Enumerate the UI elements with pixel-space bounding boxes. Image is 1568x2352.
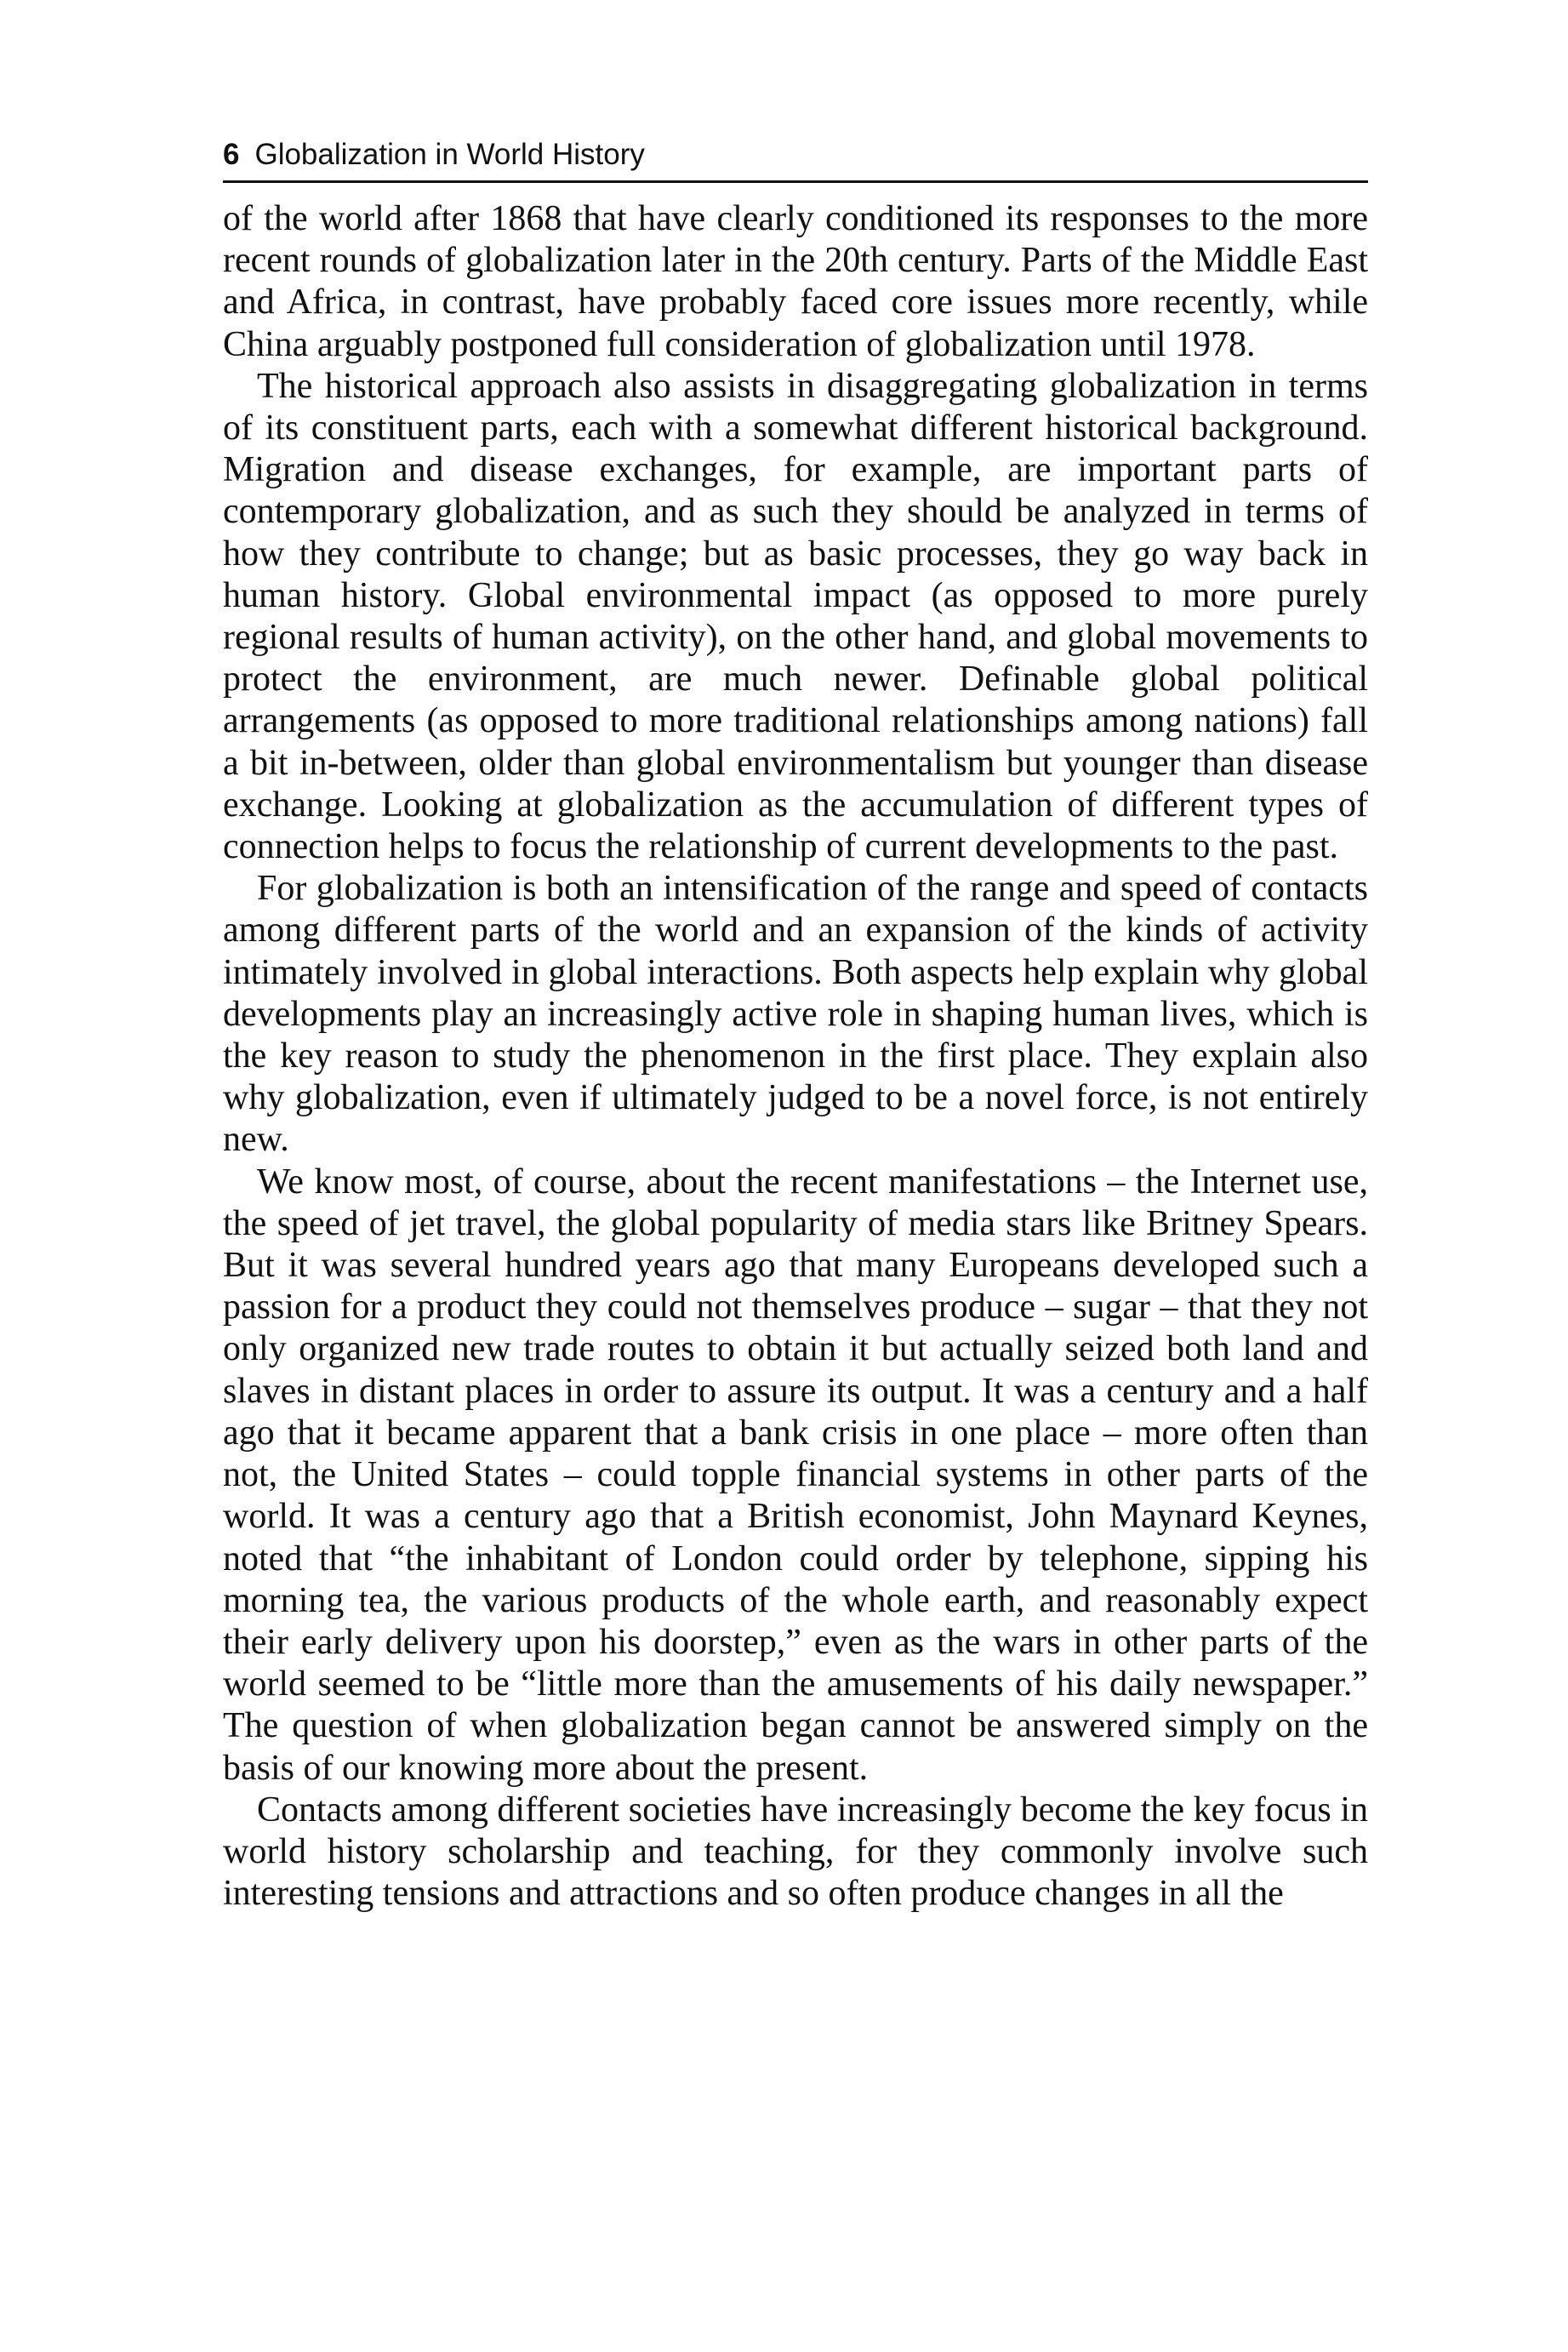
running-header bbox=[223, 134, 1368, 177]
book-page bbox=[223, 134, 1368, 1915]
paragraph-continued: of the world after 1868 that have clearly conditioned its responses to the more recent rounds of globalization later in the 20th century. Parts of the Middle East and Africa, in contrast, have probably faced core issues more recently, while China arguably postponed full consideration of globalization until 1978. bbox=[223, 199, 1368, 364]
paragraph: The historical approach also assists in disaggregating globalization in terms of its constituent parts, each with a somewhat different historical background. Migration and disease exchanges, for example, are important parts of contemporary globalization, and as such they should be analyzed in terms of how they contribute to change; but as basic processes, they go way back in human history. Global environmental impact (as opposed to more purely regional results of human activity), on the other hand, and global movements to protect the environment, are much newer. Definable global political arrangements (as opposed to more traditional relationships among nations) fall a bit in-between, older than global environmentalism but younger than disease exchange. Looking at globalization as the accumulation of different types of connection helps to focus the relationship of current developments to the past. bbox=[223, 366, 1368, 867]
paragraph: We know most, of course, about the recent manifestations – the Internet use, the speed of jet travel, the global popularity of media stars like Britney Spears. But it was several hundred years ago that many Europeans developed such a passion for a product they could not themselves produce – sugar – that they not only organized new trade routes to obtain it but actually seized both land and slaves in distant places in order to assure its output. It was a century and a half ago that it became apparent that a bank crisis in one place – more often than not, the United States – could topple financial systems in other parts of the world. It was a century ago that a British economist, John Maynard Keynes, noted that “the inhabitant of London could order by telephone, sipping his morning tea, the various products of the whole earth, and reasonably expect their early delivery upon his doorstep,” even as the wars in other parts of the world seemed to be “little more than the amusements of his daily newspaper.” The question of when globalization began cannot be answered simply on the basis of our knowing more about the present. bbox=[223, 1162, 1368, 1788]
page-number: 6 bbox=[223, 138, 240, 171]
paragraph: Contacts among different societies have increasingly become the key focus in world history scholarship and teaching, for they commonly involve such interesting tensions and attractions and so often produce changes in all the bbox=[223, 1790, 1368, 1914]
paragraph: For globalization is both an intensification of the range and speed of contacts among different parts of the world and an expansion of the kinds of activity intimately involved in global interactions. Both aspects help explain why global developments play an increasingly active role in shaping human lives, which is the key reason to study the phenomenon in the first place. They explain also why globalization, even if ultimately judged to be a novel force, is not entirely new. bbox=[223, 869, 1368, 1160]
running-title: Globalization in World History bbox=[254, 138, 645, 171]
header-rule bbox=[223, 180, 1368, 183]
body-text bbox=[223, 198, 1368, 1915]
